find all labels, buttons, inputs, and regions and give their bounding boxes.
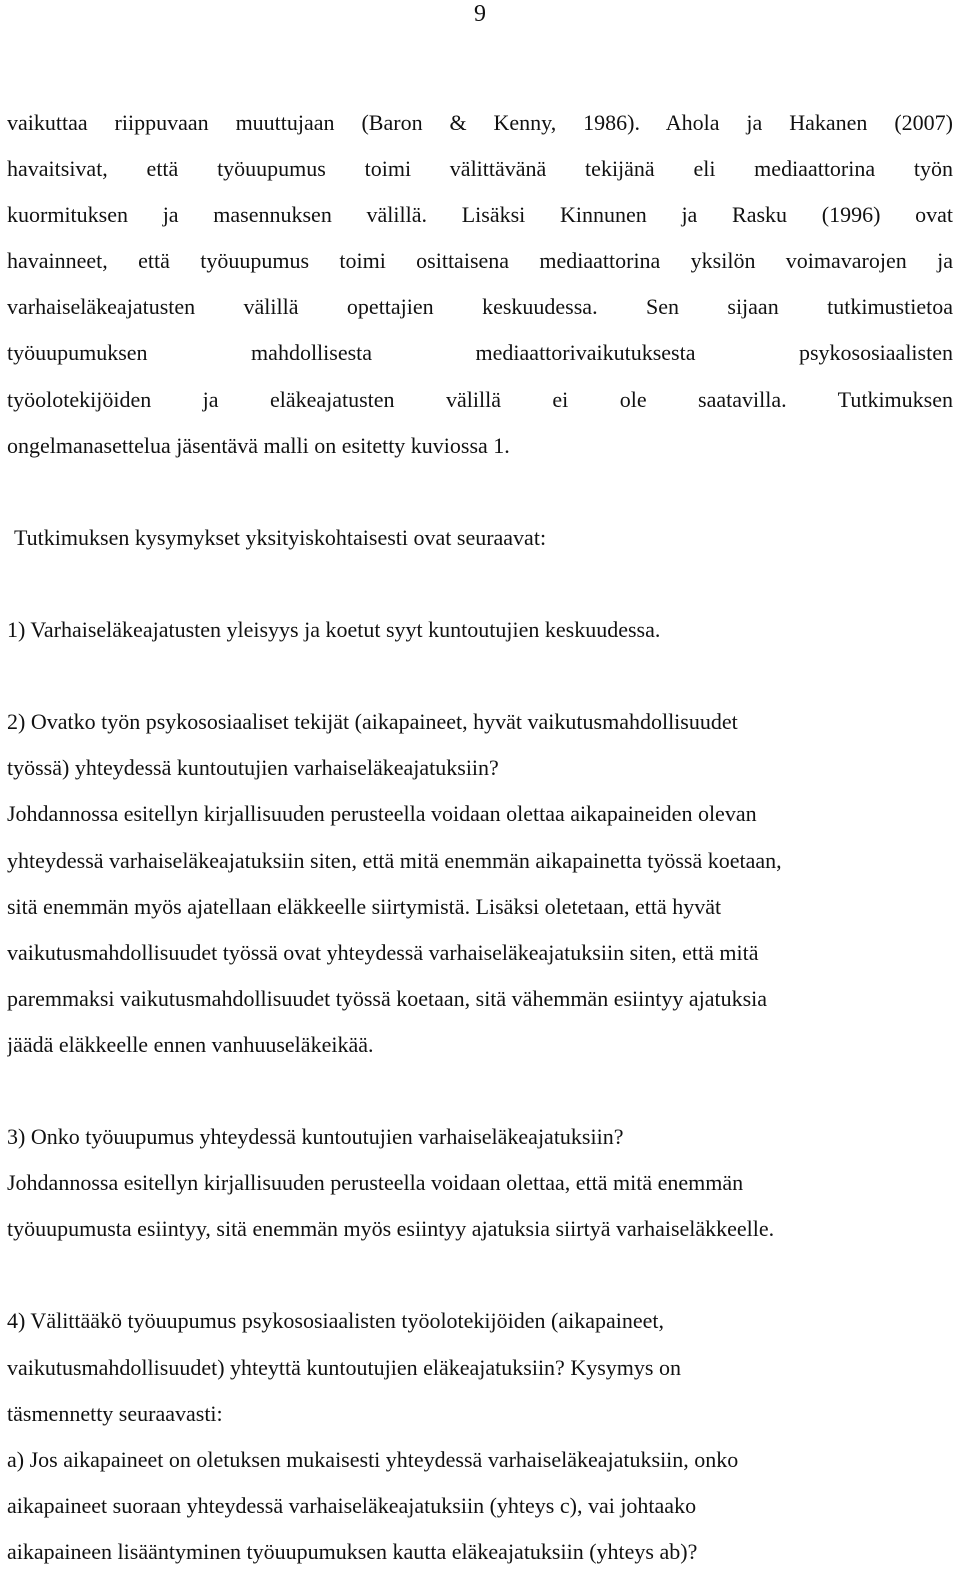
blank-line <box>7 1068 953 1114</box>
text-line: vaikutusmahdollisuudet työssä ovat yhteydessä varhaiseläkeajatuksiin siten, että mitä <box>7 939 759 965</box>
text-line: havainneet, että työuupumus toimi osittaisena mediaattorina yksilön voimavarojen ja <box>7 248 953 274</box>
text-line: aikapaineet suoraan yhteydessä varhaiseläkeajatuksiin (yhteys c), vai johtaako <box>7 1492 697 1518</box>
text-line: kuormituksen ja masennuksen välillä. Lisäksi Kinnunen ja Rasku (1996) ovat <box>7 202 953 228</box>
text-line: täsmennetty seuraavasti: <box>7 1400 223 1426</box>
text-line: yhteydessä varhaiseläkeajatuksiin siten, että mitä enemmän aikapainetta työssä koetaan, <box>7 847 782 873</box>
page-number: 9 <box>474 1 486 27</box>
text-line: vaikuttaa riippuvaan muuttujaan (Baron & Kenny, 1986). Ahola ja Hakanen (2007) <box>7 110 953 135</box>
text-line: a) Jos aikapaineet on oletuksen mukaisesti yhteydessä varhaiseläkeajatuksiin, onko <box>7 1446 739 1472</box>
paragraph-intro <box>7 100 953 469</box>
text-line: työssä) yhteydessä kuntoutujien varhaiseläkeajatuksiin? <box>7 755 499 781</box>
text-line: työolotekijöiden ja eläkeajatusten välillä ei ole saatavilla. Tutkimuksen <box>7 386 953 412</box>
text-line: jäädä eläkkeelle ennen vanhuuseläkeikää. <box>7 1031 374 1057</box>
text-line: Johdannossa esitellyn kirjallisuuden perusteella voidaan olettaa aikapaineiden olevan <box>7 801 757 827</box>
text-line: 3) Onko työuupumus yhteydessä kuntoutujien varhaiseläkeajatuksiin? <box>7 1124 624 1150</box>
text-line: työuupumusta esiintyy, sitä enemmän myös esiintyy ajatuksia siirtyä varhaiseläkkeelle. <box>7 1216 775 1242</box>
blank-line <box>7 653 953 699</box>
question-4 <box>7 1298 953 1575</box>
text-line: työuupumuksen mahdollisesta mediaattorivaikutuksesta psykososiaalisten <box>7 340 953 366</box>
blank-line <box>7 561 953 607</box>
text-line: 2) Ovatko työn psykososiaaliset tekijät (aikapaineet, hyvät vaikutusmahdollisuudet <box>7 709 738 735</box>
text-line: varhaiseläkeajatusten välillä opettajien keskuudessa. Sen sijaan tutkimustietoa <box>7 294 953 320</box>
question-3 <box>7 1114 953 1252</box>
text-line: sitä enemmän myös ajatellaan eläkkeelle siirtymistä. Lisäksi oletetaan, että hyvät <box>7 893 722 919</box>
text-line: ongelmanasettelua jäsentävä malli on esitetty kuviossa 1. <box>7 432 510 458</box>
text-line: paremmaksi vaikutusmahdollisuudet työssä koetaan, sitä vähemmän esiintyy ajatuksia <box>7 985 768 1011</box>
blank-line <box>7 469 953 515</box>
text-line: Johdannossa esitellyn kirjallisuuden perusteella voidaan olettaa, että mitä enemmän <box>7 1170 744 1196</box>
text-line: havaitsivat, että työuupumus toimi välittävänä tekijänä eli mediaattorina työn <box>7 156 953 182</box>
text-line: aikapaineen lisääntyminen työuupumuksen kautta eläkeajatuksiin (yhteys ab)? <box>7 1538 698 1564</box>
document-body <box>7 100 953 1575</box>
text-line: vaikutusmahdollisuudet) yhteyttä kuntoutujien eläkeajatuksiin? Kysymys on <box>7 1354 681 1380</box>
text-line: 4) Välittääkö työuupumus psykososiaalisten työolotekijöiden (aikapaineet, <box>7 1308 665 1334</box>
blank-line <box>7 1252 953 1298</box>
question-1: 1) Varhaiseläkeajatusten yleisyys ja koetut syyt kuntoutujien keskuudessa. <box>7 617 661 643</box>
question-2 <box>7 699 953 1068</box>
questions-intro: Tutkimuksen kysymykset yksityiskohtaisesti ovat seuraavat: <box>14 524 547 550</box>
